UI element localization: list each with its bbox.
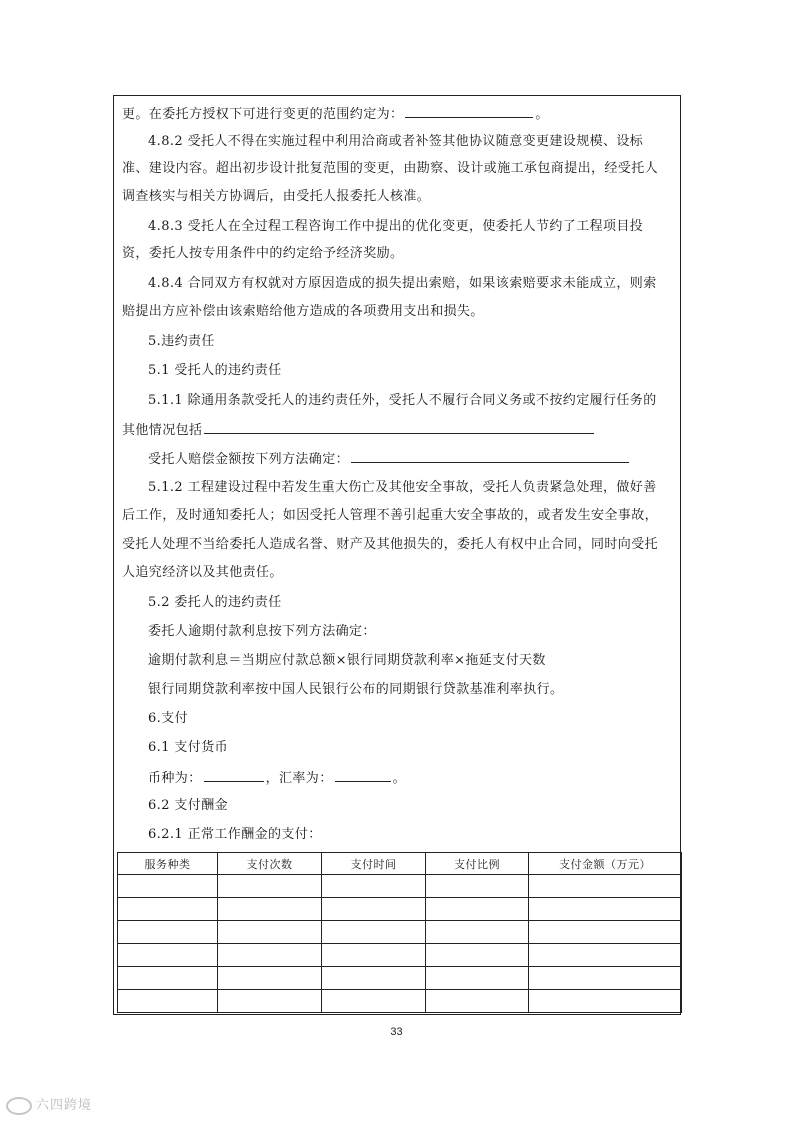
paragraph-line: 其他情况包括	[122, 419, 678, 441]
section-heading: 6.支付	[148, 711, 189, 726]
table-cell[interactable]	[529, 990, 682, 1013]
paragraph-line: 受托人赔偿金额按下列方法确定：	[148, 448, 678, 470]
table-cell[interactable]	[529, 967, 682, 990]
paragraph-line: 银行同期贷款利率按中国人民银行公布的同期银行贷款基准利率执行。	[148, 682, 564, 697]
paragraph-line: 赔提出方应补偿由该索赔给他方造成的各项费用支出和损失。	[122, 304, 484, 319]
table-cell[interactable]	[218, 921, 322, 944]
table-cell[interactable]	[529, 921, 682, 944]
table-row	[118, 944, 682, 967]
paragraph-line: 委托人逾期付款利息按下列方法确定：	[148, 624, 376, 639]
table-cell[interactable]	[322, 921, 426, 944]
header-payment-ratio: 支付比例	[426, 853, 529, 875]
paragraph-line: 4.8.4 合同双方有权就对方原因造成的损失提出索赔，如果该索赔要求未能成立，则索	[148, 276, 657, 291]
table-cell[interactable]	[118, 990, 218, 1013]
table-row	[118, 990, 682, 1013]
paragraph-line: 币种为： ，汇率为： 。	[148, 767, 678, 789]
table-cell[interactable]	[322, 944, 426, 967]
table-cell[interactable]	[218, 967, 322, 990]
section-heading: 5.违约责任	[148, 334, 215, 349]
paragraph-line: 准、建设内容。超出初步设计批复范围的变更，由勘察、设计或施工承包商提出，经受托人	[122, 161, 659, 176]
table-cell[interactable]	[218, 898, 322, 921]
table-cell[interactable]	[426, 898, 529, 921]
header-payment-count: 支付次数	[218, 853, 322, 875]
blank-field[interactable]	[204, 419, 594, 434]
header-payment-time: 支付时间	[322, 853, 426, 875]
table-cell[interactable]	[426, 875, 529, 898]
table-cell[interactable]	[426, 990, 529, 1013]
table-cell[interactable]	[218, 875, 322, 898]
section-heading: 6.1 支付货币	[148, 740, 229, 755]
paragraph-line: 5.1.2 工程建设过程中若发生重大伤亡及其他安全事故，受托人负责紧急处理，做好善	[148, 480, 657, 495]
table-cell[interactable]	[426, 921, 529, 944]
table-header-row	[118, 853, 682, 875]
header-service-type: 服务种类	[118, 853, 218, 875]
paragraph-line: 逾期付款利息＝当期应付款总额×银行同期贷款利率×拖延支付天数	[148, 653, 546, 668]
paragraph-line: 更。在委托方授权下可进行变更的范围约定为： 。	[122, 103, 678, 125]
paragraph-line: 5.1.1 除通用条款受托人的违约责任外，受托人不履行合同义务或不按约定履行任务的	[148, 393, 657, 408]
currency-blank[interactable]	[204, 767, 264, 782]
page-number: 33	[390, 1026, 403, 1038]
table-cell[interactable]	[118, 921, 218, 944]
table-row	[118, 967, 682, 990]
document-frame	[113, 95, 681, 1015]
table-cell[interactable]	[529, 875, 682, 898]
payment-table	[117, 852, 682, 1013]
table-cell[interactable]	[118, 898, 218, 921]
section-heading: 6.2.1 正常工作酬金的支付：	[148, 827, 322, 842]
table-cell[interactable]	[426, 944, 529, 967]
table-cell[interactable]	[322, 898, 426, 921]
paragraph-line: 资，委托人按专用条件中的约定给予经济奖励。	[122, 246, 404, 261]
paragraph-line: 后工作，及时通知委托人；如因受托人管理不善引起重大安全事故的，或者发生安全事故，	[122, 508, 659, 523]
paragraph-line: 调查核实与相关方协调后，由受托人报委托人核准。	[122, 189, 431, 204]
table-cell[interactable]	[426, 967, 529, 990]
table-cell[interactable]	[218, 944, 322, 967]
paragraph-line: 4.8.3 受托人在全过程工程咨询工作中提出的优化变更，使委托人节约了工程项目投	[148, 219, 644, 234]
table-cell[interactable]	[118, 944, 218, 967]
blank-field[interactable]	[405, 103, 533, 118]
paragraph-line: 人追究经济以及其他责任。	[122, 565, 283, 580]
table-cell[interactable]	[322, 967, 426, 990]
table-row	[118, 875, 682, 898]
table-row	[118, 921, 682, 944]
section-heading: 5.2 委托人的违约责任	[148, 595, 282, 610]
section-heading: 6.2 支付酬金	[148, 798, 229, 813]
exchange-rate-blank[interactable]	[335, 767, 391, 782]
watermark: 六四跨境	[6, 1094, 92, 1115]
table-cell[interactable]	[118, 967, 218, 990]
table-row	[118, 898, 682, 921]
paragraph-line: 4.8.2 受托人不得在实施过程中利用洽商或者补签其他协议随意变更建设规模、设标	[148, 134, 644, 149]
table-cell[interactable]	[529, 944, 682, 967]
blank-field[interactable]	[351, 448, 629, 463]
table-cell[interactable]	[529, 898, 682, 921]
section-heading: 5.1 受托人的违约责任	[148, 363, 282, 378]
header-payment-amount: 支付金额（万元）	[529, 853, 682, 875]
paragraph-line: 受托人处理不当给委托人造成名誉、财产及其他损失的，委托人有权中止合同，同时向受托	[122, 537, 659, 552]
table-cell[interactable]	[322, 875, 426, 898]
table-cell[interactable]	[322, 990, 426, 1013]
watermark-logo-icon	[6, 1097, 32, 1115]
table-cell[interactable]	[218, 990, 322, 1013]
table-cell[interactable]	[118, 875, 218, 898]
